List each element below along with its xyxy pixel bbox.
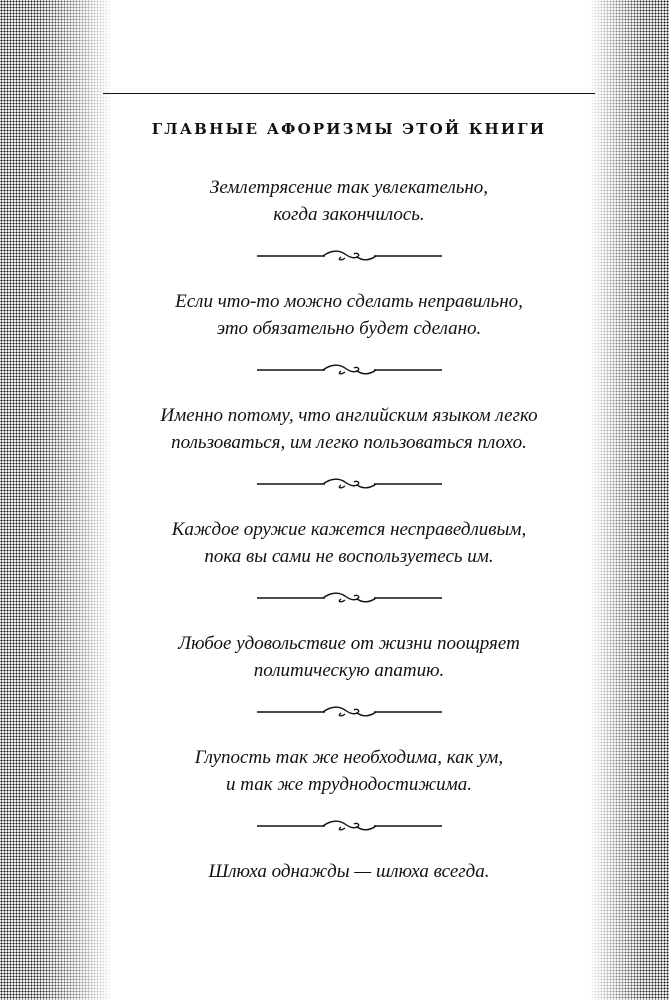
swash-divider-icon [257, 591, 442, 605]
aphorism-line: Если что-то можно сделать неправильно, [175, 291, 523, 312]
swash-divider-icon [257, 477, 442, 491]
aphorism-line: пользоваться, им легко пользоваться плохо. [171, 432, 527, 453]
aphorism-4 [103, 516, 595, 570]
aphorism-3 [103, 402, 595, 456]
aphorism-line: пока вы сами не воспользуетесь им. [204, 546, 494, 567]
aphorism-1 [103, 174, 595, 228]
aphorism-line: Любое удовольствие от жизни поощряет [178, 633, 520, 654]
aphorism-line: Землетрясение так увлекательно, [209, 177, 489, 198]
aphorism-2 [103, 288, 595, 342]
aphorism-line: Именно потому, что английским языком легко [160, 405, 538, 426]
top-rule [103, 93, 595, 94]
page-heading: ГЛАВНЫЕ АФОРИЗМЫ ЭТОЙ КНИГИ [151, 120, 547, 138]
aphorism-line: Глупость так же необходима, как ум, [194, 747, 504, 768]
aphorism-line: Каждое оружие кажется несправедливым, [171, 519, 527, 540]
aphorism-6 [103, 744, 595, 798]
aphorism-5 [103, 630, 595, 684]
swash-divider-icon [257, 819, 442, 833]
aphorism-line: и так же труднодостижима. [226, 774, 472, 795]
halftone-right-border [591, 0, 669, 1000]
halftone-left-border [0, 0, 110, 1000]
aphorism-line: политическую апатию. [253, 660, 445, 681]
swash-divider-icon [257, 705, 442, 719]
aphorism-line: это обязательно будет сделано. [216, 318, 482, 339]
swash-divider-icon [257, 363, 442, 377]
aphorism-line: когда закончилось. [273, 204, 425, 225]
aphorism-line: Шлюха однажды — шлюха всегда. [208, 861, 490, 882]
swash-divider-icon [257, 249, 442, 263]
aphorism-7 [103, 858, 595, 885]
